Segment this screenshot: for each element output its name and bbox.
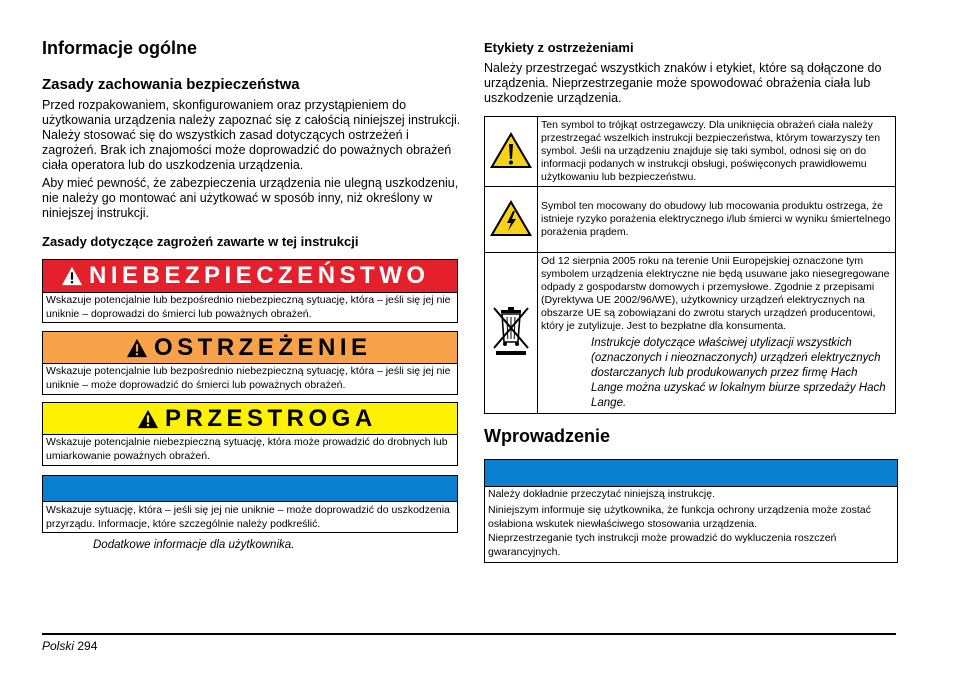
warning-title: OSTRZEŻENIE bbox=[154, 333, 372, 361]
safety-paragraph-2: Aby mieć pewność, że zabezpieczenia urządzenia nie ulegną uszkodzeniu, nie należy go montować ani użytkować w sposób inny, niż określony w niniejszej instrukcji. bbox=[42, 176, 459, 220]
notice-box bbox=[484, 459, 898, 563]
warning-bar bbox=[43, 332, 457, 364]
symbol-description: Symbol ten mocowany do obudowy lub mocowania produktu ostrzega, że istnieje ryzyko porażenia elektrycznego i/lub śmierci w wyniku śmiertelnego porażenia prądem. bbox=[538, 187, 896, 253]
intro-heading: Wprowadzenie bbox=[484, 426, 611, 446]
table-row bbox=[485, 117, 896, 187]
symbol-description bbox=[538, 253, 896, 414]
page-number: 294 bbox=[77, 639, 98, 653]
symbol-cell bbox=[485, 117, 538, 187]
intro-line-1: Należy dokładnie przeczytać niniejszą instrukcję. bbox=[488, 488, 716, 500]
note-text: Dodatkowe informacje dla użytkownika. bbox=[93, 539, 295, 551]
electrical-hazard-icon bbox=[488, 198, 534, 238]
table-row bbox=[485, 187, 896, 253]
caution-title: PRZESTROGA bbox=[165, 404, 377, 432]
symbols-table bbox=[484, 116, 896, 414]
footer bbox=[42, 639, 97, 653]
warning-triangle-icon bbox=[488, 130, 534, 170]
footer-rule bbox=[42, 633, 896, 635]
section-heading: Informacje ogólne bbox=[42, 38, 198, 58]
footer-language: Polski bbox=[42, 639, 75, 653]
symbol-cell bbox=[485, 253, 538, 414]
intro-line-2: Niniejszym informuje się użytkownika, że funkcja ochrony urządzenia może zostać osłabiona wskutek niewłaściwego stosowania urządzenia. bbox=[488, 504, 871, 530]
warning-box bbox=[42, 331, 458, 395]
labels-heading: Etykiety z ostrzeżeniami bbox=[484, 40, 634, 55]
danger-title: NIEBEZPIECZEŃSTWO bbox=[89, 262, 430, 289]
caution-text: Wskazuje potencjalnie niebezpieczną sytuację, która może prowadzić do drobnych lub umiarkowanie poważnych obrażeń. bbox=[46, 436, 448, 462]
danger-text: Wskazuje potencjalnie lub bezpośrednio niebezpieczną sytuację, która – jeśli się jej nie uniknie – doprowadzi do śmierci lub poważnych obrażeń. bbox=[46, 294, 451, 320]
danger-box bbox=[42, 259, 458, 323]
caution-bar bbox=[43, 403, 457, 435]
weee-disposal-note: Instrukcje dotyczące właściwej utylizacji wszystkich (oznaczonych i nieoznaczonych) urządzeń elektrycznych dostarczanych lub produkowanych przez firmę Hach Lange można uzyskać w lokalnym biurze sprzedaży Hach Lange. bbox=[591, 337, 886, 409]
table-row bbox=[485, 253, 896, 414]
warning-triangle-icon bbox=[137, 408, 159, 430]
safety-paragraph-1: Przed rozpakowaniem, skonfigurowaniem oraz przystąpieniem do użytkowania urządzenia należy zapoznać się z całością niniejszej instrukcji. Należy stosować się do wszystkich zasad dotyczących ostrzeżeń i zagrożeń. Brak ich znajomości może doprowadzić do poważnych obrażeń ciała operatora lub do uszkodzenia urządzenia. bbox=[42, 98, 461, 172]
labels-paragraph: Należy przestrzegać wszystkich znaków i etykiet, które są dołączone do urządzenia. Nieprzestrzeganie może spowodować obrażenia ciała lub uszkodzenie urządzenia. bbox=[484, 61, 882, 105]
symbol-description: Ten symbol to trójkąt ostrzegawczy. Dla uniknięcia obrażeń ciała należy przestrzegać wszelkich instrukcji bezpieczeństwa, którym towarzyszy ten symbol. Jeśli na urządzeniu znajduje się taki symbol, odnosi się on do informacji podanych w instrukcji obsługi, poświęconych prawidłowemu użytkowaniu lub bezpieczeństwu. bbox=[538, 117, 896, 187]
symbol-cell bbox=[485, 187, 538, 253]
danger-bar bbox=[43, 260, 457, 293]
warning-triangle-icon bbox=[126, 337, 148, 359]
notice-bar bbox=[485, 460, 897, 487]
safety-heading: Zasady zachowania bezpieczeństwa bbox=[42, 76, 300, 93]
caution-box bbox=[42, 402, 458, 466]
notice-box bbox=[42, 475, 458, 533]
intro-line-3: Nieprzestrzeganie tych instrukcji może prowadzić do wykluczenia roszczeń gwarancyjnych. bbox=[488, 532, 837, 558]
warning-text: Wskazuje potencjalnie lub bezpośrednio niebezpieczną sytuację, która – jeśli się jej nie uniknie – może doprowadzić do śmierci lub poważnych obrażeń. bbox=[46, 365, 451, 391]
weee-text: Od 12 sierpnia 2005 roku na terenie Unii Europejskiej oznaczone tym symbolem urządzenia elektryczne nie będą usuwane jako niesegregowane odpady z gospodarstw domowych i przemysłowe. Zgodnie z przepisami (Dyrektywa UE 2002/96/WE), użytkownicy urządzeń elektrycznych na obszarze UE są zobowiązani do zwrotu starych urządzeń producentowi, który je zutylizuje. Jest to bezpłatne dla konsumenta. bbox=[541, 255, 890, 332]
hazard-heading: Zasady dotyczące zagrożeń zawarte w tej instrukcji bbox=[42, 234, 359, 249]
warning-triangle-icon bbox=[61, 265, 83, 287]
notice-text: Wskazuje sytuację, która – jeśli się jej nie uniknie – może doprowadzić do uszkodzenia przyrządu. Informacje, które szczególnie należy podkreślić. bbox=[46, 504, 450, 530]
weee-crossed-bin-icon bbox=[488, 304, 534, 358]
notice-bar bbox=[43, 476, 457, 502]
